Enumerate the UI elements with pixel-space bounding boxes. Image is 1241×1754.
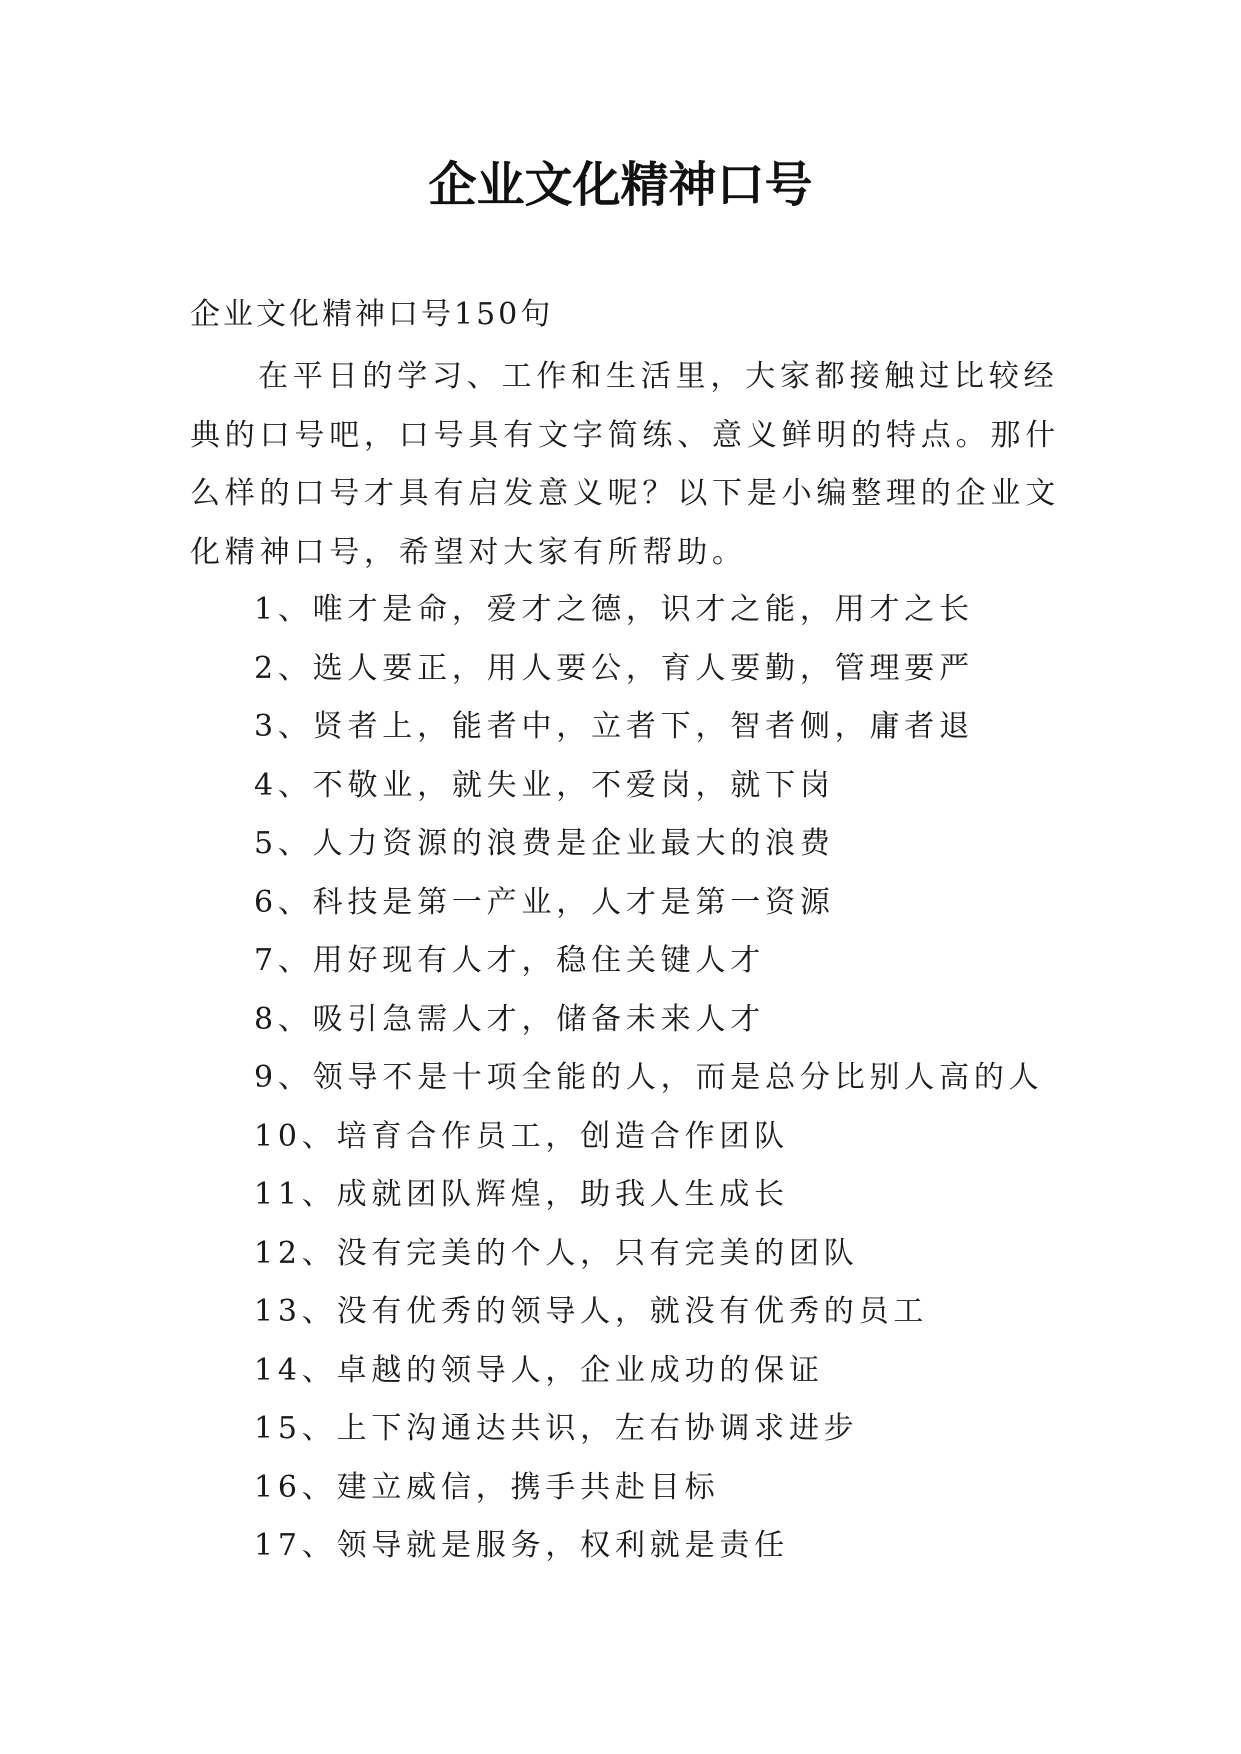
slogan-item: 16、建立威信，携手共赴目标: [254, 1469, 720, 1505]
slogan-item: 13、没有优秀的领导人，就没有优秀的员工: [254, 1294, 929, 1329]
slogan-item: 14、卓越的领导人，企业成功的保证: [254, 1352, 824, 1388]
slogan-item: 5、人力资源的浪费是企业最大的浪费: [254, 826, 835, 861]
slogan-item: 12、没有完美的个人，只有完美的团队: [254, 1235, 859, 1271]
slogan-item: 11、成就团队辉煌，助我人生成长: [254, 1177, 789, 1212]
slogan-item: 3、贤者上，能者中，立者下，智者侧，庸者退: [254, 709, 974, 744]
slogan-item: 7、用好现有人才，稳住关键人才: [254, 943, 766, 978]
slogan-item: 4、不敬业，就失业，不爱岗，就下岗: [254, 767, 835, 803]
slogan-item: 6、科技是第一产业，人才是第一资源: [254, 884, 835, 920]
document-subtitle: 企业文化精神口号150句: [190, 297, 554, 332]
document-title: 企业文化精神口号: [428, 157, 813, 213]
slogan-item: 15、上下沟通达共识，左右协调求进步: [254, 1411, 859, 1446]
slogan-list: [254, 581, 1044, 1576]
slogan-item: 9、领导不是十项全能的人，而是总分比别人高的人: [254, 1060, 1044, 1095]
slogan-item: 17、领导就是服务，权利就是责任: [254, 1528, 789, 1563]
slogan-item: 1、唯才是命，爱才之德，识才之能，用才之长: [254, 592, 974, 627]
slogan-item: 2、选人要正，用人要公，育人要勤，管理要严: [254, 650, 974, 686]
slogan-item: 10、培育合作员工，创造合作团队: [254, 1118, 789, 1154]
slogan-item: 8、吸引急需人才，储备未来人才: [254, 1001, 766, 1037]
intro-paragraph: 在平日的学习、工作和生活里，大家都接触过比较经典的口号吧，口号具有文字简练、意义鲜明的特点。那什么样的口号才具有启发意义呢？以下是小编整理的企业文化精神口号，希望对大家有所帮助。: [190, 359, 1060, 570]
